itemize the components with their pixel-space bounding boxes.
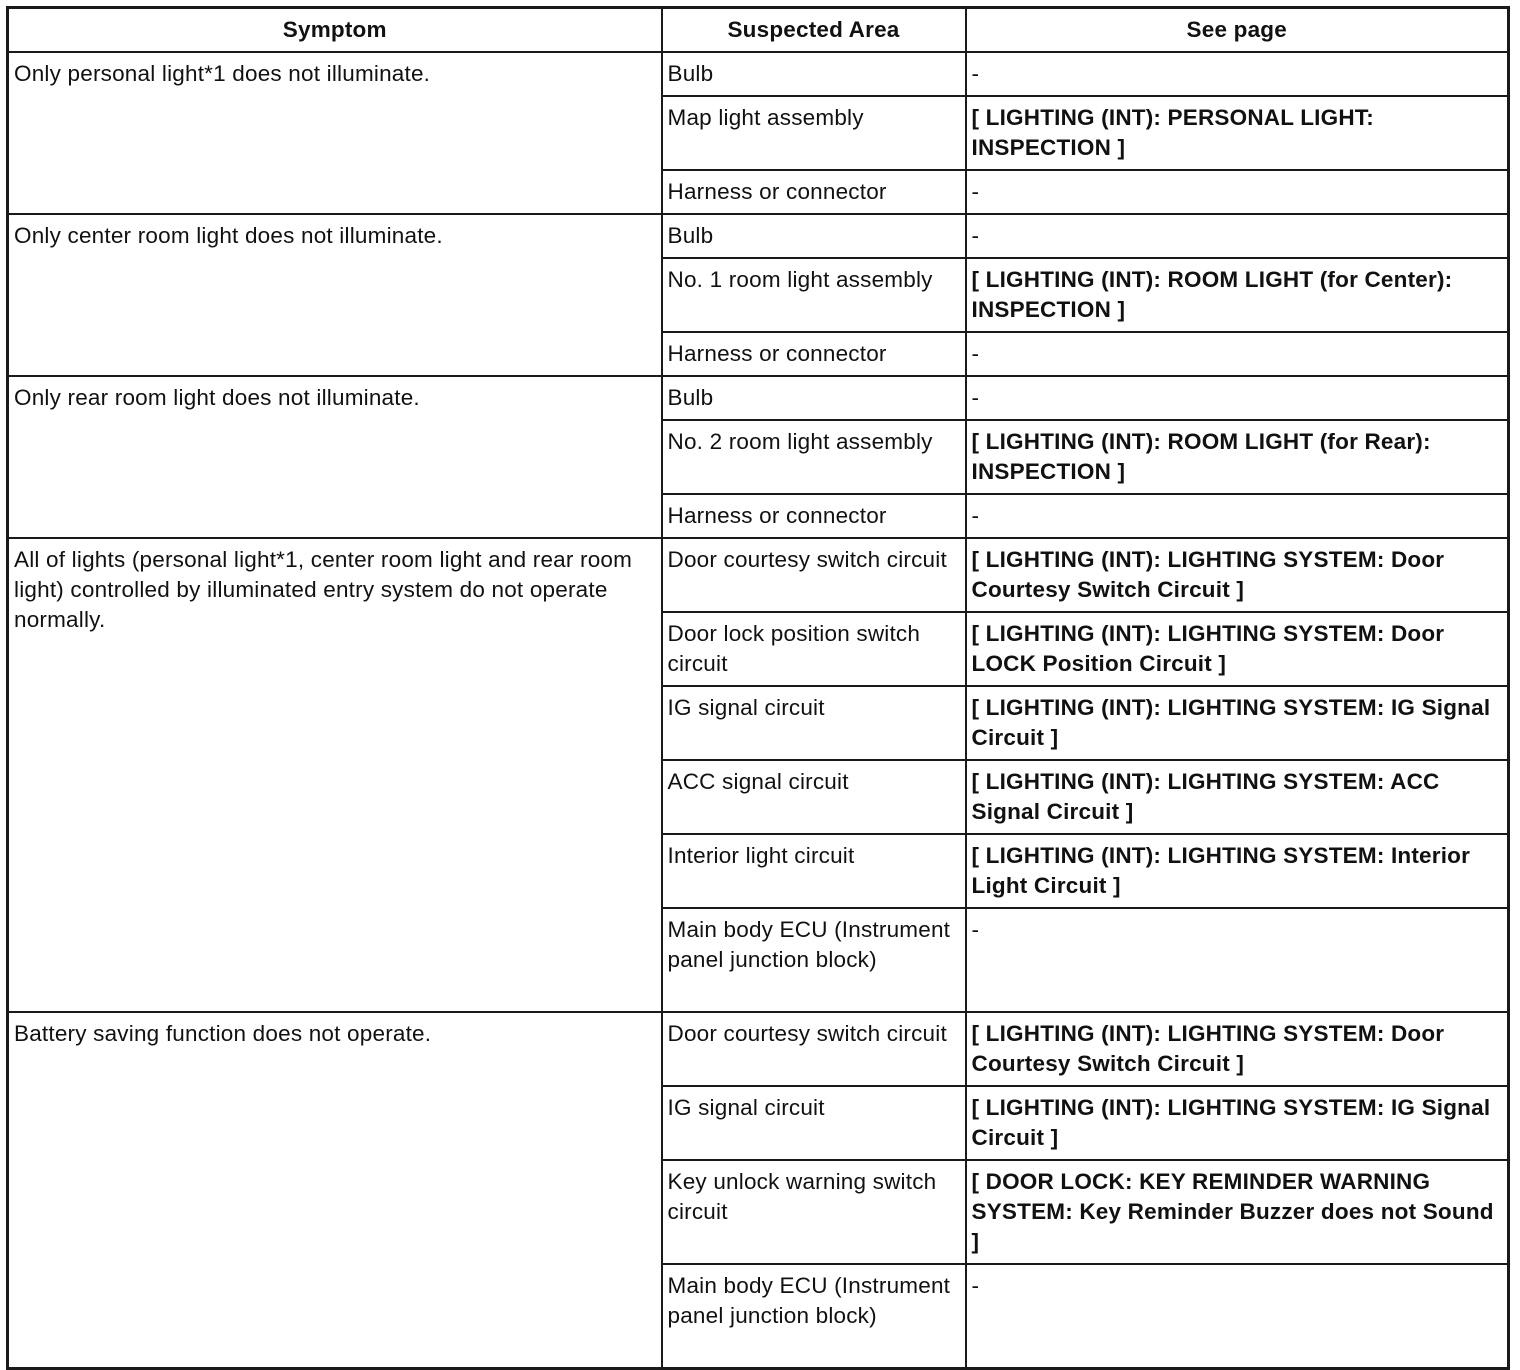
suspected-area-cell: Bulb — [662, 376, 966, 420]
symptom-cell: Battery saving function does not operate. — [8, 1012, 662, 1369]
see-page-cell: - — [966, 908, 1509, 1012]
suspected-area-cell: Door courtesy switch circuit — [662, 538, 966, 612]
see-page-cell: - — [966, 170, 1509, 214]
table-row — [8, 538, 1509, 612]
header-symptom: Symptom — [8, 8, 662, 53]
suspected-area-cell: No. 2 room light assembly — [662, 420, 966, 494]
suspected-area-cell: Key unlock warning switch circuit — [662, 1160, 966, 1264]
suspected-area-cell: Harness or connector — [662, 170, 966, 214]
suspected-area-cell: IG signal circuit — [662, 1086, 966, 1160]
suspected-area-cell: Main body ECU (Instrument panel junction block) — [662, 908, 966, 1012]
symptom-cell: Only personal light*1 does not illuminate. — [8, 52, 662, 214]
see-page-link[interactable]: [ LIGHTING (INT): ROOM LIGHT (for Center): INSPECTION ] — [966, 258, 1509, 332]
see-page-cell: - — [966, 376, 1509, 420]
table-row — [8, 1012, 1509, 1086]
see-page-link[interactable]: [ LIGHTING (INT): LIGHTING SYSTEM: IG Signal Circuit ] — [966, 686, 1509, 760]
symptom-cell: Only rear room light does not illuminate. — [8, 376, 662, 538]
see-page-cell: - — [966, 214, 1509, 258]
table-row — [8, 376, 1509, 420]
see-page-link[interactable]: [ LIGHTING (INT): LIGHTING SYSTEM: Interior Light Circuit ] — [966, 834, 1509, 908]
problem-symptoms-table — [6, 6, 1510, 1370]
suspected-area-cell: Interior light circuit — [662, 834, 966, 908]
suspected-area-cell: ACC signal circuit — [662, 760, 966, 834]
suspected-area-cell: No. 1 room light assembly — [662, 258, 966, 332]
see-page-cell: - — [966, 1264, 1509, 1369]
see-page-link[interactable]: [ LIGHTING (INT): LIGHTING SYSTEM: Door Courtesy Switch Circuit ] — [966, 538, 1509, 612]
header-suspected-area: Suspected Area — [662, 8, 966, 53]
see-page-link[interactable]: [ DOOR LOCK: KEY REMINDER WARNING SYSTEM: Key Reminder Buzzer does not Sound ] — [966, 1160, 1509, 1264]
suspected-area-cell: Harness or connector — [662, 494, 966, 538]
header-see-page: See page — [966, 8, 1509, 53]
see-page-link[interactable]: [ LIGHTING (INT): LIGHTING SYSTEM: IG Signal Circuit ] — [966, 1086, 1509, 1160]
symptom-cell: Only center room light does not illuminate. — [8, 214, 662, 376]
see-page-cell: - — [966, 52, 1509, 96]
suspected-area-cell: IG signal circuit — [662, 686, 966, 760]
symptom-cell: All of lights (personal light*1, center room light and rear room light) controlled by illuminated entry system do not operate normally. — [8, 538, 662, 1012]
table-row — [8, 52, 1509, 96]
suspected-area-cell: Door lock position switch circuit — [662, 612, 966, 686]
see-page-link[interactable]: [ LIGHTING (INT): LIGHTING SYSTEM: ACC Signal Circuit ] — [966, 760, 1509, 834]
suspected-area-cell: Harness or connector — [662, 332, 966, 376]
see-page-link[interactable]: [ LIGHTING (INT): ROOM LIGHT (for Rear): INSPECTION ] — [966, 420, 1509, 494]
see-page-cell: - — [966, 332, 1509, 376]
suspected-area-cell: Bulb — [662, 214, 966, 258]
suspected-area-cell: Door courtesy switch circuit — [662, 1012, 966, 1086]
suspected-area-cell: Map light assembly — [662, 96, 966, 170]
see-page-link[interactable]: [ LIGHTING (INT): PERSONAL LIGHT: INSPECTION ] — [966, 96, 1509, 170]
see-page-link[interactable]: [ LIGHTING (INT): LIGHTING SYSTEM: Door Courtesy Switch Circuit ] — [966, 1012, 1509, 1086]
see-page-cell: - — [966, 494, 1509, 538]
suspected-area-cell: Bulb — [662, 52, 966, 96]
header-row — [8, 8, 1509, 53]
see-page-link[interactable]: [ LIGHTING (INT): LIGHTING SYSTEM: Door LOCK Position Circuit ] — [966, 612, 1509, 686]
table-row — [8, 214, 1509, 258]
suspected-area-cell: Main body ECU (Instrument panel junction block) — [662, 1264, 966, 1369]
